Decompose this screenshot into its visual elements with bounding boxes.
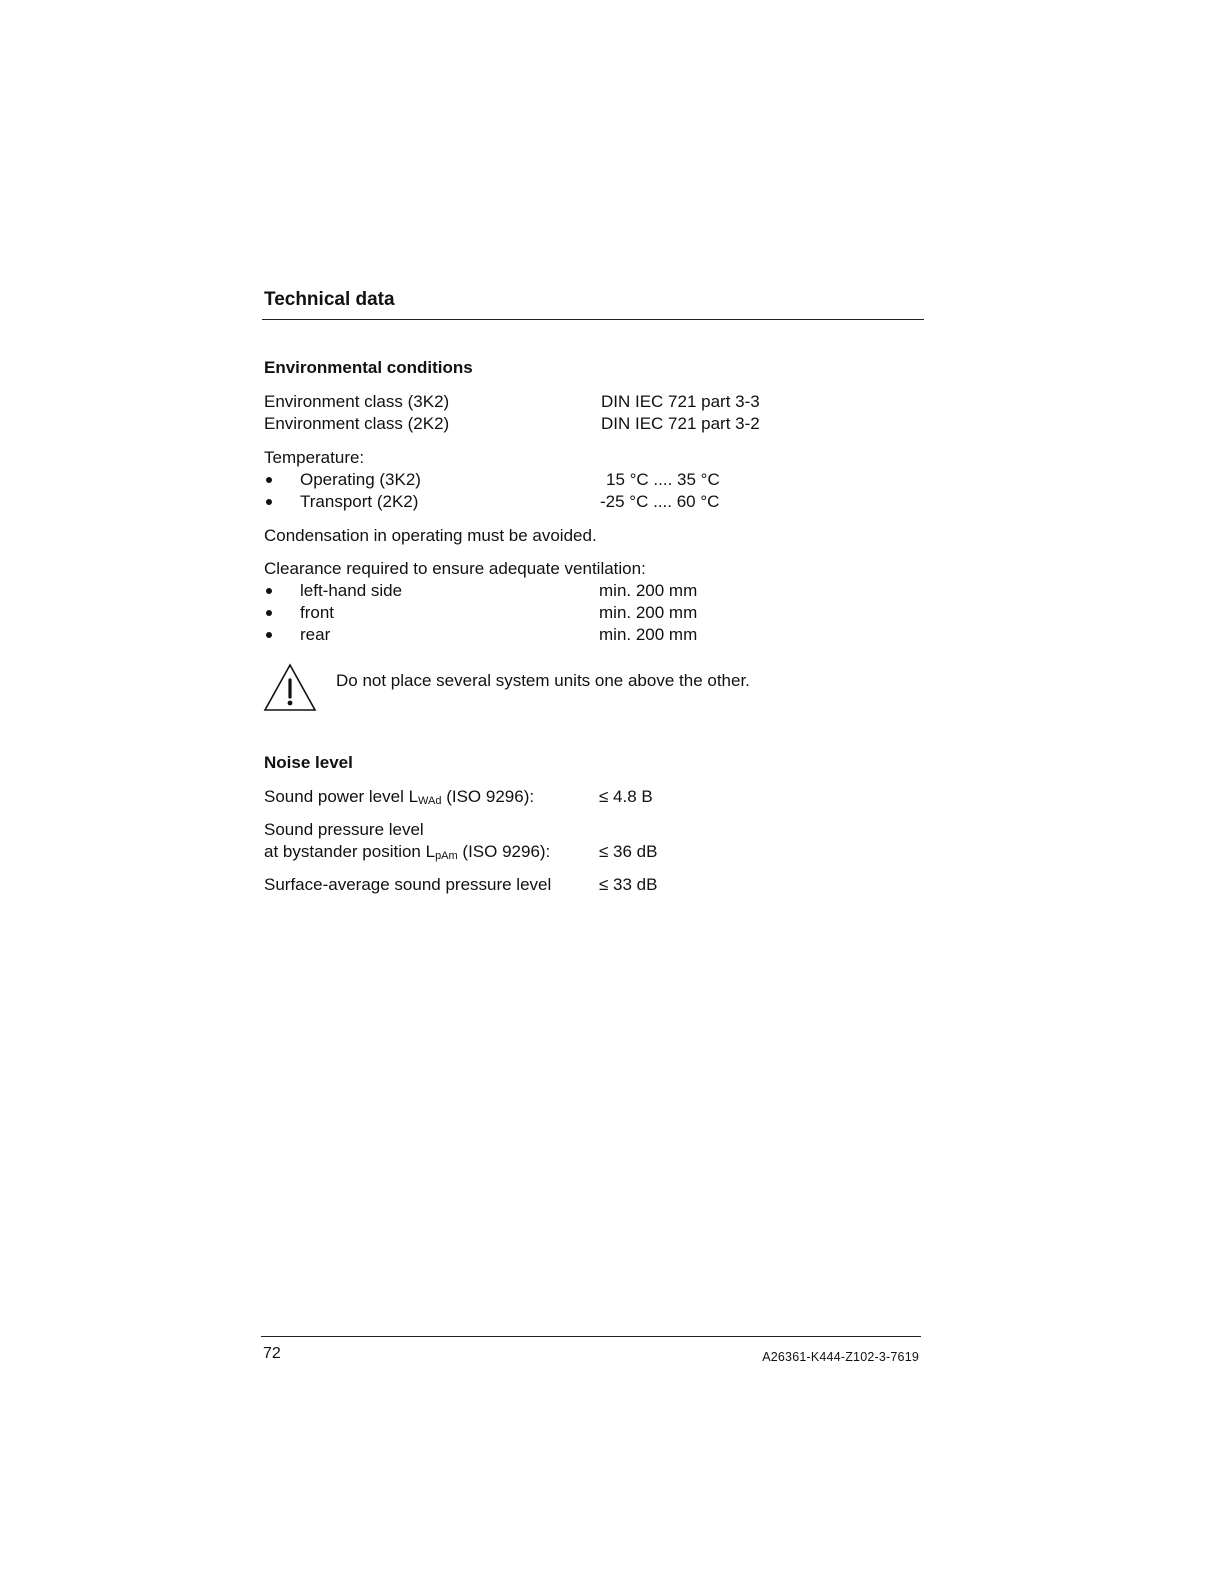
footer-rule: [261, 1336, 921, 1337]
sound-pressure-label: at bystander position LpAm (ISO 9296):: [264, 842, 551, 862]
temperature-transport-label: Transport (2K2): [300, 492, 419, 511]
clearance-front-label: front: [300, 603, 335, 622]
clearance-left-label: left-hand side: [300, 581, 403, 600]
clearance-front-value: min. 200 mm: [599, 603, 698, 622]
clearance-label: Clearance required to ensure adequate ventilation:: [264, 559, 646, 578]
env-class-label-2k2: Environment class (2K2): [264, 414, 450, 433]
noise-heading: Noise level: [264, 753, 353, 772]
bullet-icon: [266, 588, 272, 594]
env-class-value-3k2: DIN IEC 721 part 3-3: [601, 392, 760, 411]
bullet-icon: [266, 610, 272, 616]
condensation-note: Condensation in operating must be avoided.: [264, 526, 597, 545]
document-id: A26361-K444-Z102-3-7619: [762, 1350, 919, 1364]
sound-pressure-value: ≤ 36 dB: [599, 842, 658, 861]
surface-average-value: ≤ 33 dB: [599, 875, 658, 894]
env-class-label-3k2: Environment class (3K2): [264, 392, 450, 411]
temperature-operating-label: Operating (3K2): [300, 470, 421, 489]
warning-icon: [263, 663, 317, 713]
clearance-rear-value: min. 200 mm: [599, 625, 698, 644]
clearance-left-value: min. 200 mm: [599, 581, 698, 600]
warning-text: Do not place several system units one above the other.: [336, 671, 750, 690]
sound-pressure-line1: Sound pressure level: [264, 820, 424, 839]
env-class-value-2k2: DIN IEC 721 part 3-2: [601, 414, 760, 433]
bullet-icon: [266, 477, 272, 483]
page-title: Technical data: [264, 289, 395, 310]
bullet-icon: [266, 632, 272, 638]
surface-average-label: Surface-average sound pressure level: [264, 875, 552, 894]
temperature-label: Temperature:: [264, 448, 365, 467]
header-rule: [262, 319, 924, 320]
bullet-icon: [266, 499, 272, 505]
sound-power-value: ≤ 4.8 B: [599, 787, 653, 806]
temperature-operating-value: 15 °C .... 35 °C: [606, 470, 720, 489]
sound-power-label: Sound power level LWAd (ISO 9296):: [264, 787, 535, 807]
clearance-rear-label: rear: [300, 625, 331, 644]
temperature-transport-value: -25 °C .... 60 °C: [600, 492, 720, 511]
page-number: 72: [263, 1345, 281, 1362]
environmental-heading: Environmental conditions: [264, 358, 473, 377]
